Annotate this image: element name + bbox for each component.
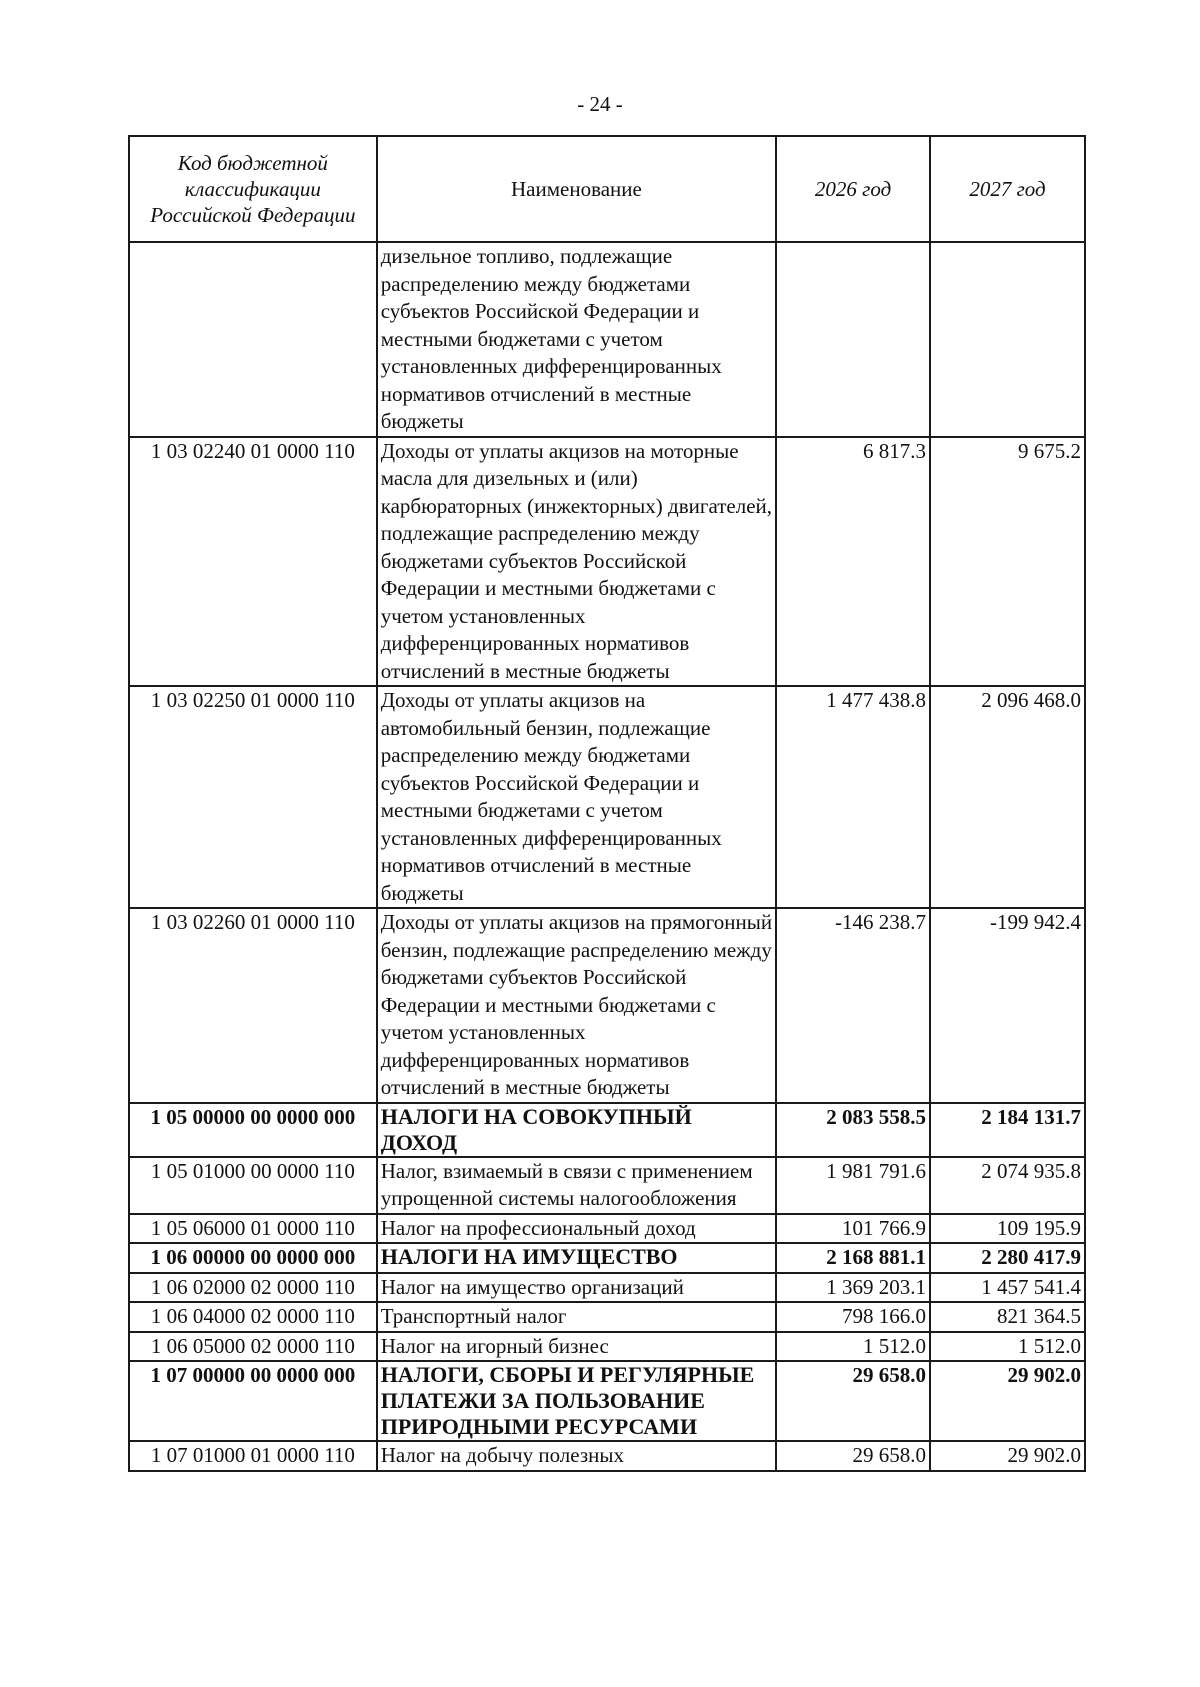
- row-name: НАЛОГИ НА ИМУЩЕСТВО: [377, 1243, 776, 1273]
- table-row: [129, 1302, 1085, 1332]
- row-value-2026: 29 658.0: [776, 1441, 930, 1471]
- row-value-2026: 2 083 558.5: [776, 1103, 930, 1157]
- table-header-row: [129, 136, 1085, 242]
- row-value-2026: [776, 242, 930, 437]
- row-code: 1 05 00000 00 0000 000: [129, 1103, 377, 1157]
- row-code: [129, 242, 377, 437]
- row-name: Доходы от уплаты акцизов на прямогонный бензин, подлежащие распределению между бюджетами субъектов Российской Федерации и местными бюджетами с учетом установленных дифференцированных нормативов отчислений в местные бюджеты: [377, 908, 776, 1103]
- row-value-2027: 2 280 417.9: [930, 1243, 1085, 1273]
- row-value-2026: 6 817.3: [776, 437, 930, 687]
- table-row: [129, 686, 1085, 908]
- row-value-2027: 109 195.9: [930, 1214, 1085, 1244]
- header-year-2026: 2026 год: [776, 136, 930, 242]
- row-name: НАЛОГИ, СБОРЫ И РЕГУЛЯРНЫЕ ПЛАТЕЖИ ЗА ПОЛЬЗОВАНИЕ ПРИРОДНЫМИ РЕСУРСАМИ: [377, 1361, 776, 1441]
- row-code: 1 05 01000 00 0000 110: [129, 1157, 377, 1214]
- table-row: [129, 1273, 1085, 1303]
- row-value-2027: 2 074 935.8: [930, 1157, 1085, 1214]
- row-value-2026: 2 168 881.1: [776, 1243, 930, 1273]
- row-code: 1 03 02240 01 0000 110: [129, 437, 377, 687]
- table-row: [129, 1214, 1085, 1244]
- row-name: Транспортный налог: [377, 1302, 776, 1332]
- row-value-2027: 29 902.0: [930, 1441, 1085, 1471]
- row-code: 1 07 00000 00 0000 000: [129, 1361, 377, 1441]
- header-code: Код бюджетной классификации Российской Федерации: [129, 136, 377, 242]
- page-number: - 24 -: [577, 92, 623, 116]
- row-name: Налог на добычу полезных: [377, 1441, 776, 1471]
- table-row: [129, 1441, 1085, 1471]
- row-name: Налог на игорный бизнес: [377, 1332, 776, 1362]
- budget-revenue-table: [128, 135, 1086, 1472]
- row-value-2026: 1 512.0: [776, 1332, 930, 1362]
- row-name: Налог на профессиональный доход: [377, 1214, 776, 1244]
- row-name: НАЛОГИ НА СОВОКУПНЫЙ ДОХОД: [377, 1103, 776, 1157]
- row-name: Налог, взимаемый в связи с применением упрощенной системы налогообложения: [377, 1157, 776, 1214]
- table-row: [129, 1332, 1085, 1362]
- row-code: 1 05 06000 01 0000 110: [129, 1214, 377, 1244]
- header-name: Наименование: [377, 136, 776, 242]
- row-value-2027: 1 512.0: [930, 1332, 1085, 1362]
- row-value-2027: 2 184 131.7: [930, 1103, 1085, 1157]
- row-value-2026: -146 238.7: [776, 908, 930, 1103]
- row-value-2027: 29 902.0: [930, 1361, 1085, 1441]
- row-value-2027: 9 675.2: [930, 437, 1085, 687]
- row-code: 1 06 04000 02 0000 110: [129, 1302, 377, 1332]
- row-name: Налог на имущество организаций: [377, 1273, 776, 1303]
- row-value-2027: 2 096 468.0: [930, 686, 1085, 908]
- row-code: 1 06 05000 02 0000 110: [129, 1332, 377, 1362]
- table-row: [129, 908, 1085, 1103]
- row-value-2026: 101 766.9: [776, 1214, 930, 1244]
- row-code: 1 07 01000 01 0000 110: [129, 1441, 377, 1471]
- header-year-2027: 2027 год: [930, 136, 1085, 242]
- row-value-2027: [930, 242, 1085, 437]
- table-row: [129, 1243, 1085, 1273]
- row-code: 1 03 02260 01 0000 110: [129, 908, 377, 1103]
- row-name: Доходы от уплаты акцизов на моторные масла для дизельных и (или) карбюраторных (инжекторных) двигателей, подлежащие распределению между бюджетами субъектов Российской Федерации и местными бюджетами с учетом установленных дифференцированных нормативов отчислений в местные бюджеты: [377, 437, 776, 687]
- row-value-2026: 1 477 438.8: [776, 686, 930, 908]
- table-row: [129, 242, 1085, 437]
- row-value-2026: 798 166.0: [776, 1302, 930, 1332]
- row-name: дизельное топливо, подлежащие распределению между бюджетами субъектов Российской Федерации и местными бюджетами с учетом установленных дифференцированных нормативов отчислений в местные бюджеты: [377, 242, 776, 437]
- row-value-2026: 1 369 203.1: [776, 1273, 930, 1303]
- table-row: [129, 1103, 1085, 1157]
- row-value-2027: 1 457 541.4: [930, 1273, 1085, 1303]
- row-value-2026: 1 981 791.6: [776, 1157, 930, 1214]
- table-row: [129, 1361, 1085, 1441]
- row-value-2027: 821 364.5: [930, 1302, 1085, 1332]
- table-row: [129, 1157, 1085, 1214]
- row-code: 1 06 02000 02 0000 110: [129, 1273, 377, 1303]
- row-code: 1 03 02250 01 0000 110: [129, 686, 377, 908]
- table-row: [129, 437, 1085, 687]
- row-name: Доходы от уплаты акцизов на автомобильный бензин, подлежащие распределению между бюджетами субъектов Российской Федерации и местными бюджетами с учетом установленных дифференцированных нормативов отчислений в местные бюджеты: [377, 686, 776, 908]
- row-code: 1 06 00000 00 0000 000: [129, 1243, 377, 1273]
- row-value-2026: 29 658.0: [776, 1361, 930, 1441]
- table-body: [129, 242, 1085, 1471]
- row-value-2027: -199 942.4: [930, 908, 1085, 1103]
